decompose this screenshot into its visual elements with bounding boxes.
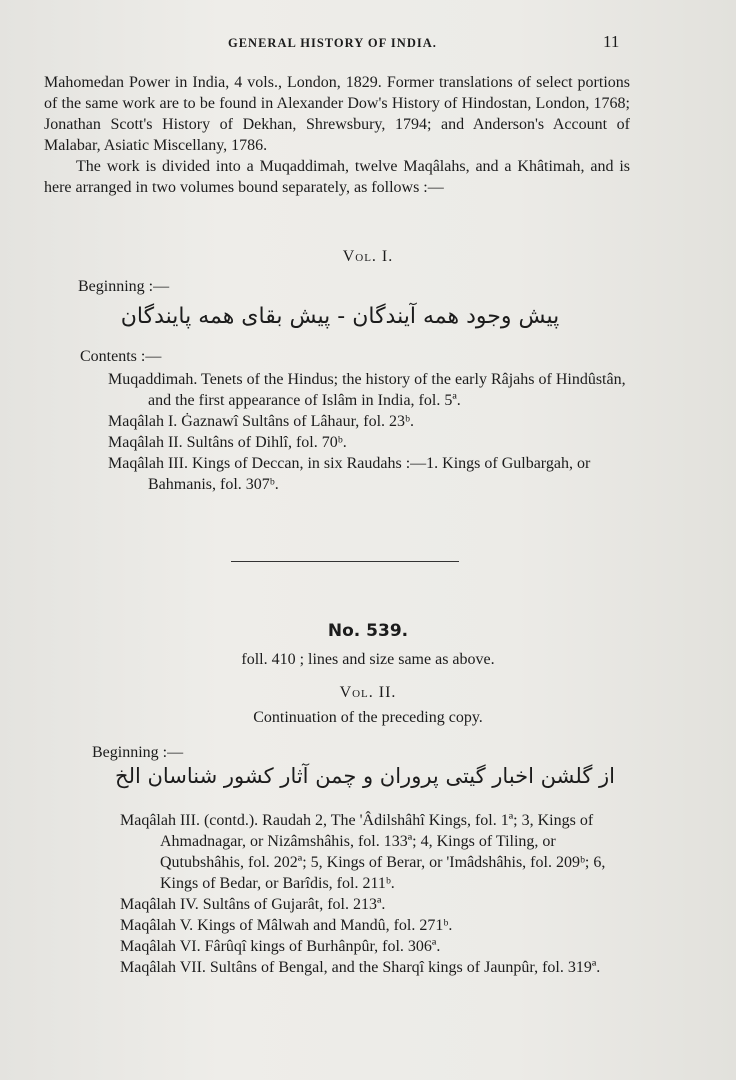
vol2-contents-list	[120, 810, 640, 978]
vol2-heading: Vol. II.	[339, 684, 397, 701]
vol2-beginning-label: Beginning :—	[92, 744, 184, 761]
vol1-beginning-label: Beginning :—	[78, 278, 170, 295]
vol2-beginning-arabic: از گلشن اخبار گیتی پروران و چمن آثار کشور شناسان الخ	[115, 764, 615, 788]
list-item: Maqâlah IV. Sultâns of Gujarât, fol. 213ª.	[120, 896, 386, 913]
intro-paragraph-1: Mahomedan Power in India, 4 vols., London, 1829. Former translations of select portions of the same work are to be found in Alexander Dow's History of Hindostan, London, 1768; Jonathan Scott's History of Dekhan, Shrewsbury, 1794; and Anderson's Account of Malabar, Asiatic Miscellany, 1786.	[44, 74, 630, 154]
no539-heading: No. 539.	[327, 621, 409, 641]
vol1-contents-list	[108, 369, 630, 495]
page-number: 11	[603, 32, 620, 51]
intro-paragraph-2: The work is divided into a Muqaddimah, twelve Maqâlahs, and a Khâtimah, and is here arranged in two volumes bound separately, as follows :—	[44, 158, 630, 196]
vol1-heading: Vol. I.	[342, 248, 394, 265]
list-item: Maqâlah II. Sultâns of Dihlî, fol. 70ᵇ.	[108, 434, 347, 451]
intro-text	[44, 72, 630, 198]
list-item: Maqâlah VI. Fârûqî kings of Burhânpûr, fol. 306ª.	[120, 938, 441, 955]
list-item: Maqâlah III. Kings of Deccan, in six Raudahs :—1. Kings of Gulbargah, or Bahmanis, fol. 307ᵇ.	[108, 455, 591, 493]
list-item: Maqâlah I. Ġaznawî Sultâns of Lâhaur, fol. 23ᵇ.	[108, 413, 414, 430]
vol1-beginning-arabic: پیش وجود همه آیندگان - پیش بقای همه پایندگان	[120, 304, 560, 329]
section-divider	[231, 561, 459, 562]
list-item: Maqâlah V. Kings of Mâlwah and Mandû, fol. 271ᵇ.	[120, 917, 453, 934]
list-item: Maqâlah III. (contd.). Raudah 2, The 'Âdilshâhî Kings, fol. 1ª; 3, Kings of Ahmadnagar, or Nizâmshâhis, fol. 133ª; 4, Kings of Tiling, or Qutubshâhis, fol. 202ª; 5, Kings of Berar, or 'Imâdshâhis, fol. 209ᵇ; 6, Kings of Bedar, or Barîdis, fol. 211ᵇ.	[120, 812, 606, 892]
vol1-contents-label: Contents :—	[80, 348, 162, 365]
list-item: Maqâlah VII. Sultâns of Bengal, and the Sharqî kings of Jaunpûr, fol. 319ª.	[120, 959, 601, 976]
running-header	[0, 32, 736, 56]
no539-foll: foll. 410 ; lines and size same as above.	[241, 651, 495, 668]
running-title: GENERAL HISTORY OF INDIA.	[228, 36, 437, 50]
list-item: Muqaddimah. Tenets of the Hindus; the history of the early Râjahs of Hindûstân, and the first appearance of Islâm in India, fol. 5ª.	[108, 371, 626, 409]
vol2-subtitle: Continuation of the preceding copy.	[253, 709, 483, 726]
